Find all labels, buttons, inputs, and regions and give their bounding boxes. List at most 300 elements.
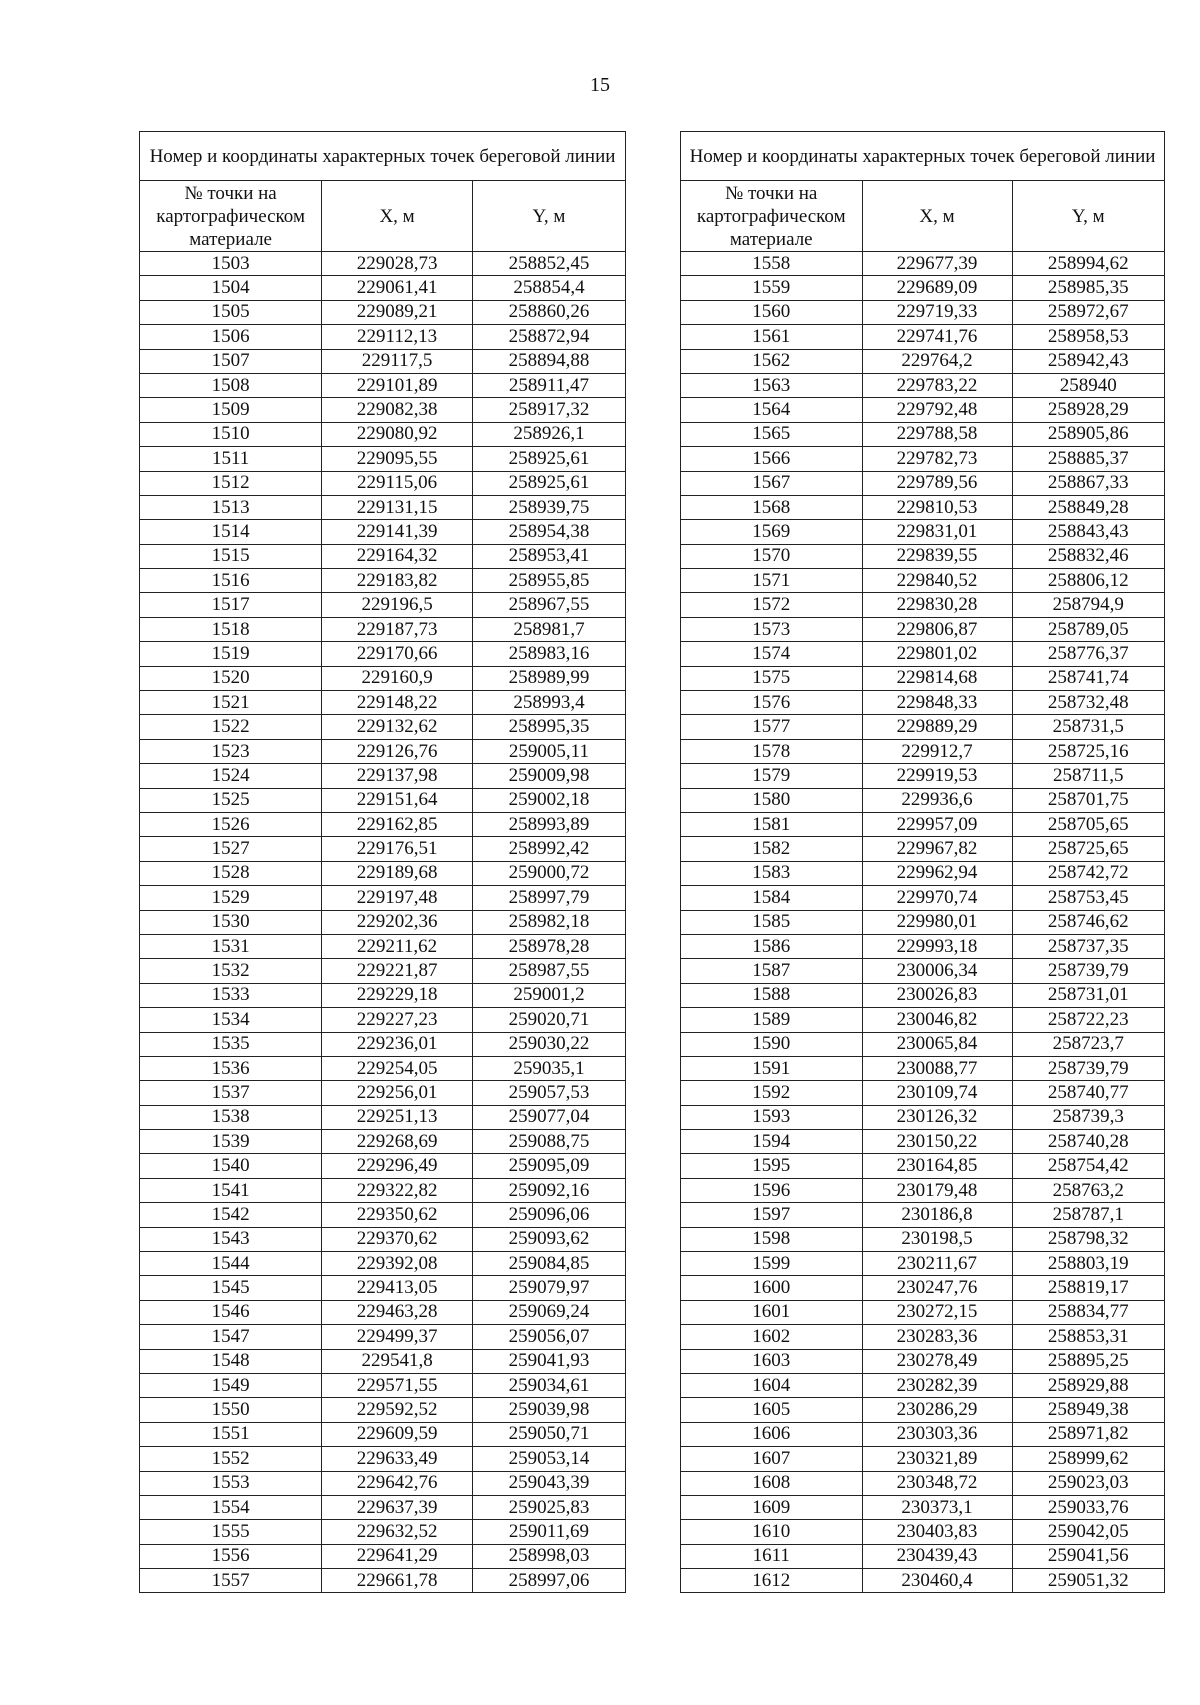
table-row (681, 1105, 1165, 1129)
x-coordinate-cell: 230247,76 (862, 1276, 1012, 1300)
y-coordinate-cell: 258993,89 (472, 812, 625, 836)
y-coordinate-cell: 258942,43 (1012, 349, 1164, 373)
y-coordinate-cell: 258725,65 (1012, 837, 1164, 861)
y-coordinate-cell: 258789,05 (1012, 617, 1164, 641)
x-coordinate-cell: 230272,15 (862, 1300, 1012, 1324)
y-coordinate-cell: 258705,65 (1012, 812, 1164, 836)
table-row (681, 398, 1165, 422)
x-coordinate-cell: 229993,18 (862, 934, 1012, 958)
point-number-cell: 1607 (681, 1447, 863, 1471)
x-coordinate-cell: 229677,39 (862, 252, 1012, 276)
y-coordinate-cell: 259000,72 (472, 861, 625, 885)
y-coordinate-cell: 258854,4 (472, 276, 625, 300)
x-coordinate-cell: 230303,36 (862, 1422, 1012, 1446)
point-number-cell: 1518 (140, 617, 322, 641)
table-row (681, 325, 1165, 349)
table-body (140, 252, 626, 1593)
y-coordinate-cell: 258982,18 (472, 910, 625, 934)
x-coordinate-cell: 229132,62 (322, 715, 473, 739)
table-row (140, 837, 626, 861)
table-row (681, 1569, 1165, 1593)
table-row (140, 715, 626, 739)
point-number-cell: 1534 (140, 1008, 322, 1032)
x-coordinate-cell: 229089,21 (322, 300, 473, 324)
table-title: Номер и координаты характерных точек береговой линии (140, 132, 626, 181)
table-row (140, 1422, 626, 1446)
table-row (140, 1227, 626, 1251)
table-row (140, 1252, 626, 1276)
point-number-cell: 1606 (681, 1422, 863, 1446)
x-coordinate-cell: 229689,09 (862, 276, 1012, 300)
y-coordinate-cell: 258981,7 (472, 617, 625, 641)
x-coordinate-cell: 230321,89 (862, 1447, 1012, 1471)
y-coordinate-cell: 258834,77 (1012, 1300, 1164, 1324)
table-row (140, 1569, 626, 1593)
point-number-cell: 1531 (140, 934, 322, 958)
x-coordinate-cell: 230403,83 (862, 1520, 1012, 1544)
y-coordinate-cell: 258819,17 (1012, 1276, 1164, 1300)
y-coordinate-cell: 259053,14 (472, 1447, 625, 1471)
point-number-cell: 1511 (140, 447, 322, 471)
table-row (681, 837, 1165, 861)
x-coordinate-cell: 229151,64 (322, 788, 473, 812)
table-row (681, 1398, 1165, 1422)
point-number-cell: 1612 (681, 1569, 863, 1593)
x-coordinate-cell: 229115,06 (322, 471, 473, 495)
x-coordinate-cell: 229183,82 (322, 569, 473, 593)
y-coordinate-cell: 258739,79 (1012, 959, 1164, 983)
point-number-cell: 1602 (681, 1325, 863, 1349)
x-coordinate-cell: 229322,82 (322, 1178, 473, 1202)
table-row (681, 1203, 1165, 1227)
y-coordinate-cell: 258737,35 (1012, 934, 1164, 958)
point-number-cell: 1597 (681, 1203, 863, 1227)
y-coordinate-cell: 258993,4 (472, 691, 625, 715)
y-coordinate-cell: 258987,55 (472, 959, 625, 983)
table-row (681, 1130, 1165, 1154)
point-number-cell: 1585 (681, 910, 863, 934)
x-coordinate-cell: 229028,73 (322, 252, 473, 276)
x-coordinate-cell: 229229,18 (322, 983, 473, 1007)
point-number-cell: 1504 (140, 276, 322, 300)
x-coordinate-cell: 229211,62 (322, 934, 473, 958)
table-row (681, 788, 1165, 812)
x-coordinate-cell: 229268,69 (322, 1130, 473, 1154)
y-coordinate-cell: 258967,55 (472, 593, 625, 617)
y-coordinate-cell: 258925,61 (472, 471, 625, 495)
table-row (140, 1447, 626, 1471)
x-coordinate-cell: 229221,87 (322, 959, 473, 983)
column-header-point: № точки на картографическом материале (140, 181, 322, 252)
y-coordinate-cell: 259084,85 (472, 1252, 625, 1276)
x-coordinate-cell: 229839,55 (862, 544, 1012, 568)
point-number-cell: 1573 (681, 617, 863, 641)
table-row (140, 1398, 626, 1422)
x-coordinate-cell: 229117,5 (322, 349, 473, 373)
x-coordinate-cell: 230109,74 (862, 1081, 1012, 1105)
point-number-cell: 1532 (140, 959, 322, 983)
table-row (140, 471, 626, 495)
table-row (681, 1520, 1165, 1544)
point-number-cell: 1563 (681, 373, 863, 397)
point-number-cell: 1593 (681, 1105, 863, 1129)
x-coordinate-cell: 229196,5 (322, 593, 473, 617)
y-coordinate-cell: 259011,69 (472, 1520, 625, 1544)
table-row (140, 593, 626, 617)
point-number-cell: 1551 (140, 1422, 322, 1446)
y-coordinate-cell: 258739,3 (1012, 1105, 1164, 1129)
y-coordinate-cell: 258998,03 (472, 1544, 625, 1568)
x-coordinate-cell: 229801,02 (862, 642, 1012, 666)
y-coordinate-cell: 258955,85 (472, 569, 625, 593)
x-coordinate-cell: 229164,32 (322, 544, 473, 568)
y-coordinate-cell: 259050,71 (472, 1422, 625, 1446)
point-number-cell: 1571 (681, 569, 863, 593)
table-row (140, 276, 626, 300)
point-number-cell: 1549 (140, 1373, 322, 1397)
x-coordinate-cell: 229641,29 (322, 1544, 473, 1568)
x-coordinate-cell: 229592,52 (322, 1398, 473, 1422)
x-coordinate-cell: 229637,39 (322, 1495, 473, 1519)
column-header-x: X, м (862, 181, 1012, 252)
y-coordinate-cell: 258832,46 (1012, 544, 1164, 568)
table-row (140, 373, 626, 397)
x-coordinate-cell: 229962,94 (862, 861, 1012, 885)
table-row (681, 1325, 1165, 1349)
table-row (681, 300, 1165, 324)
y-coordinate-cell: 258722,23 (1012, 1008, 1164, 1032)
table-row (140, 1105, 626, 1129)
point-number-cell: 1521 (140, 691, 322, 715)
x-coordinate-cell: 229967,82 (862, 837, 1012, 861)
point-number-cell: 1579 (681, 764, 863, 788)
point-number-cell: 1538 (140, 1105, 322, 1129)
y-coordinate-cell: 259002,18 (472, 788, 625, 812)
x-coordinate-cell: 230211,67 (862, 1252, 1012, 1276)
y-coordinate-cell: 258929,88 (1012, 1373, 1164, 1397)
table-row (140, 983, 626, 1007)
table-row (681, 812, 1165, 836)
table-row (681, 715, 1165, 739)
x-coordinate-cell: 230006,34 (862, 959, 1012, 983)
x-coordinate-cell: 230186,8 (862, 1203, 1012, 1227)
table-row (681, 886, 1165, 910)
table-row (681, 471, 1165, 495)
x-coordinate-cell: 229789,56 (862, 471, 1012, 495)
point-number-cell: 1587 (681, 959, 863, 983)
table-title: Номер и координаты характерных точек береговой линии (681, 132, 1165, 181)
x-coordinate-cell: 230026,83 (862, 983, 1012, 1007)
x-coordinate-cell: 229080,92 (322, 422, 473, 446)
point-number-cell: 1574 (681, 642, 863, 666)
point-number-cell: 1543 (140, 1227, 322, 1251)
table-row (140, 1154, 626, 1178)
x-coordinate-cell: 229189,68 (322, 861, 473, 885)
table-row (681, 642, 1165, 666)
x-coordinate-cell: 229499,37 (322, 1325, 473, 1349)
x-coordinate-cell: 230164,85 (862, 1154, 1012, 1178)
y-coordinate-cell: 258992,42 (472, 837, 625, 861)
y-coordinate-cell: 258806,12 (1012, 569, 1164, 593)
point-number-cell: 1512 (140, 471, 322, 495)
point-number-cell: 1565 (681, 422, 863, 446)
table-row (140, 910, 626, 934)
point-number-cell: 1546 (140, 1300, 322, 1324)
x-coordinate-cell: 229957,09 (862, 812, 1012, 836)
y-coordinate-cell: 259034,61 (472, 1373, 625, 1397)
y-coordinate-cell: 258860,26 (472, 300, 625, 324)
point-number-cell: 1513 (140, 495, 322, 519)
x-coordinate-cell: 230283,36 (862, 1325, 1012, 1349)
point-number-cell: 1515 (140, 544, 322, 568)
point-number-cell: 1605 (681, 1398, 863, 1422)
y-coordinate-cell: 258995,35 (472, 715, 625, 739)
table-row (681, 934, 1165, 958)
table-row (140, 1495, 626, 1519)
x-coordinate-cell: 229782,73 (862, 447, 1012, 471)
point-number-cell: 1507 (140, 349, 322, 373)
point-number-cell: 1577 (681, 715, 863, 739)
point-number-cell: 1552 (140, 1447, 322, 1471)
table-row (681, 764, 1165, 788)
table-row (140, 1325, 626, 1349)
y-coordinate-cell: 258843,43 (1012, 520, 1164, 544)
y-coordinate-cell: 259079,97 (472, 1276, 625, 1300)
y-coordinate-cell: 259033,76 (1012, 1495, 1164, 1519)
table-row (681, 1276, 1165, 1300)
y-coordinate-cell: 258731,5 (1012, 715, 1164, 739)
y-coordinate-cell: 258885,37 (1012, 447, 1164, 471)
point-number-cell: 1539 (140, 1130, 322, 1154)
point-number-cell: 1604 (681, 1373, 863, 1397)
y-coordinate-cell: 258911,47 (472, 373, 625, 397)
table-row (681, 569, 1165, 593)
x-coordinate-cell: 229970,74 (862, 886, 1012, 910)
table-row (140, 300, 626, 324)
table-row (681, 1154, 1165, 1178)
x-coordinate-cell: 229202,36 (322, 910, 473, 934)
point-number-cell: 1526 (140, 812, 322, 836)
y-coordinate-cell: 258763,2 (1012, 1178, 1164, 1202)
x-coordinate-cell: 229632,52 (322, 1520, 473, 1544)
table-row (681, 1008, 1165, 1032)
point-number-cell: 1589 (681, 1008, 863, 1032)
x-coordinate-cell: 229101,89 (322, 373, 473, 397)
point-number-cell: 1553 (140, 1471, 322, 1495)
x-coordinate-cell: 230348,72 (862, 1471, 1012, 1495)
y-coordinate-cell: 258742,72 (1012, 861, 1164, 885)
y-coordinate-cell: 258732,48 (1012, 691, 1164, 715)
y-coordinate-cell: 258894,88 (472, 349, 625, 373)
table-row (681, 593, 1165, 617)
table-row (140, 934, 626, 958)
x-coordinate-cell: 229741,76 (862, 325, 1012, 349)
table-row (140, 520, 626, 544)
table-row (140, 691, 626, 715)
x-coordinate-cell: 229788,58 (862, 422, 1012, 446)
y-coordinate-cell: 259001,2 (472, 983, 625, 1007)
x-coordinate-cell: 229848,33 (862, 691, 1012, 715)
x-coordinate-cell: 229162,85 (322, 812, 473, 836)
point-number-cell: 1520 (140, 666, 322, 690)
y-coordinate-cell: 259041,56 (1012, 1544, 1164, 1568)
coordinates-table-right (680, 131, 1165, 1593)
x-coordinate-cell: 229236,01 (322, 1032, 473, 1056)
x-coordinate-cell: 230198,5 (862, 1227, 1012, 1251)
x-coordinate-cell: 229350,62 (322, 1203, 473, 1227)
point-number-cell: 1583 (681, 861, 863, 885)
table-row (681, 691, 1165, 715)
table-row (140, 544, 626, 568)
point-number-cell: 1596 (681, 1178, 863, 1202)
table-row (681, 910, 1165, 934)
table-row (140, 1276, 626, 1300)
point-number-cell: 1580 (681, 788, 863, 812)
y-coordinate-cell: 258895,25 (1012, 1349, 1164, 1373)
table-row (140, 739, 626, 763)
point-number-cell: 1601 (681, 1300, 863, 1324)
x-coordinate-cell: 230373,1 (862, 1495, 1012, 1519)
point-number-cell: 1550 (140, 1398, 322, 1422)
table-row (681, 1495, 1165, 1519)
x-coordinate-cell: 230126,32 (862, 1105, 1012, 1129)
x-coordinate-cell: 229413,05 (322, 1276, 473, 1300)
y-coordinate-cell: 259069,24 (472, 1300, 625, 1324)
y-coordinate-cell: 258999,62 (1012, 1447, 1164, 1471)
x-coordinate-cell: 229792,48 (862, 398, 1012, 422)
point-number-cell: 1603 (681, 1349, 863, 1373)
y-coordinate-cell: 259039,98 (472, 1398, 625, 1422)
table-row (681, 1471, 1165, 1495)
y-coordinate-cell: 259042,05 (1012, 1520, 1164, 1544)
y-coordinate-cell: 258803,19 (1012, 1252, 1164, 1276)
point-number-cell: 1545 (140, 1276, 322, 1300)
point-number-cell: 1556 (140, 1544, 322, 1568)
table-row (681, 666, 1165, 690)
point-number-cell: 1522 (140, 715, 322, 739)
point-number-cell: 1536 (140, 1056, 322, 1080)
table-row (681, 1252, 1165, 1276)
x-coordinate-cell: 229148,22 (322, 691, 473, 715)
x-coordinate-cell: 229095,55 (322, 447, 473, 471)
point-number-cell: 1519 (140, 642, 322, 666)
table-row (140, 1520, 626, 1544)
x-coordinate-cell: 229571,55 (322, 1373, 473, 1397)
point-number-cell: 1567 (681, 471, 863, 495)
x-coordinate-cell: 230046,82 (862, 1008, 1012, 1032)
y-coordinate-cell: 258849,28 (1012, 495, 1164, 519)
x-coordinate-cell: 229370,62 (322, 1227, 473, 1251)
point-number-cell: 1557 (140, 1569, 322, 1593)
y-coordinate-cell: 258852,45 (472, 252, 625, 276)
table-row (140, 666, 626, 690)
point-number-cell: 1527 (140, 837, 322, 861)
table-row (681, 1081, 1165, 1105)
point-number-cell: 1595 (681, 1154, 863, 1178)
y-coordinate-cell: 258994,62 (1012, 252, 1164, 276)
y-coordinate-cell: 258925,61 (472, 447, 625, 471)
y-coordinate-cell: 258928,29 (1012, 398, 1164, 422)
y-coordinate-cell: 259088,75 (472, 1130, 625, 1154)
table-row (681, 520, 1165, 544)
point-number-cell: 1588 (681, 983, 863, 1007)
point-number-cell: 1584 (681, 886, 863, 910)
point-number-cell: 1600 (681, 1276, 863, 1300)
x-coordinate-cell: 230278,49 (862, 1349, 1012, 1373)
page-number: 15 (590, 74, 610, 96)
x-coordinate-cell: 229912,7 (862, 739, 1012, 763)
y-coordinate-cell: 258983,16 (472, 642, 625, 666)
column-header-y: Y, м (472, 181, 625, 252)
x-coordinate-cell: 229840,52 (862, 569, 1012, 593)
y-coordinate-cell: 258754,42 (1012, 1154, 1164, 1178)
table-row (681, 447, 1165, 471)
point-number-cell: 1568 (681, 495, 863, 519)
table-row (681, 1422, 1165, 1446)
y-coordinate-cell: 258953,41 (472, 544, 625, 568)
y-coordinate-cell: 258741,74 (1012, 666, 1164, 690)
table-row (140, 1544, 626, 1568)
y-coordinate-cell: 258954,38 (472, 520, 625, 544)
x-coordinate-cell: 229082,38 (322, 398, 473, 422)
y-coordinate-cell: 259051,32 (1012, 1569, 1164, 1593)
x-coordinate-cell: 229061,41 (322, 276, 473, 300)
x-coordinate-cell: 229463,28 (322, 1300, 473, 1324)
point-number-cell: 1598 (681, 1227, 863, 1251)
y-coordinate-cell: 258740,77 (1012, 1081, 1164, 1105)
y-coordinate-cell: 259057,53 (472, 1081, 625, 1105)
table-row (140, 398, 626, 422)
table-row (140, 764, 626, 788)
x-coordinate-cell: 229112,13 (322, 325, 473, 349)
point-number-cell: 1525 (140, 788, 322, 812)
table-row (681, 1300, 1165, 1324)
x-coordinate-cell: 229633,49 (322, 1447, 473, 1471)
y-coordinate-cell: 258949,38 (1012, 1398, 1164, 1422)
x-coordinate-cell: 229814,68 (862, 666, 1012, 690)
x-coordinate-cell: 229160,9 (322, 666, 473, 690)
y-coordinate-cell: 259041,93 (472, 1349, 625, 1373)
table-row (681, 544, 1165, 568)
x-coordinate-cell: 229980,01 (862, 910, 1012, 934)
y-coordinate-cell: 259043,39 (472, 1471, 625, 1495)
x-coordinate-cell: 230460,4 (862, 1569, 1012, 1593)
x-coordinate-cell: 230150,22 (862, 1130, 1012, 1154)
y-coordinate-cell: 258725,16 (1012, 739, 1164, 763)
table-row (140, 1203, 626, 1227)
point-number-cell: 1559 (681, 276, 863, 300)
column-header-x: X, м (322, 181, 473, 252)
y-coordinate-cell: 259093,62 (472, 1227, 625, 1251)
x-coordinate-cell: 229227,23 (322, 1008, 473, 1032)
table-row (140, 617, 626, 641)
table-row (140, 1008, 626, 1032)
y-coordinate-cell: 258958,53 (1012, 325, 1164, 349)
table-row (681, 983, 1165, 1007)
x-coordinate-cell: 229197,48 (322, 886, 473, 910)
point-number-cell: 1591 (681, 1056, 863, 1080)
table-row (681, 1056, 1165, 1080)
x-coordinate-cell: 229642,76 (322, 1471, 473, 1495)
point-number-cell: 1533 (140, 983, 322, 1007)
x-coordinate-cell: 230065,84 (862, 1032, 1012, 1056)
table-row (140, 642, 626, 666)
table-row (140, 886, 626, 910)
y-coordinate-cell: 258905,86 (1012, 422, 1164, 446)
table-row (140, 1471, 626, 1495)
point-number-cell: 1569 (681, 520, 863, 544)
point-number-cell: 1566 (681, 447, 863, 471)
